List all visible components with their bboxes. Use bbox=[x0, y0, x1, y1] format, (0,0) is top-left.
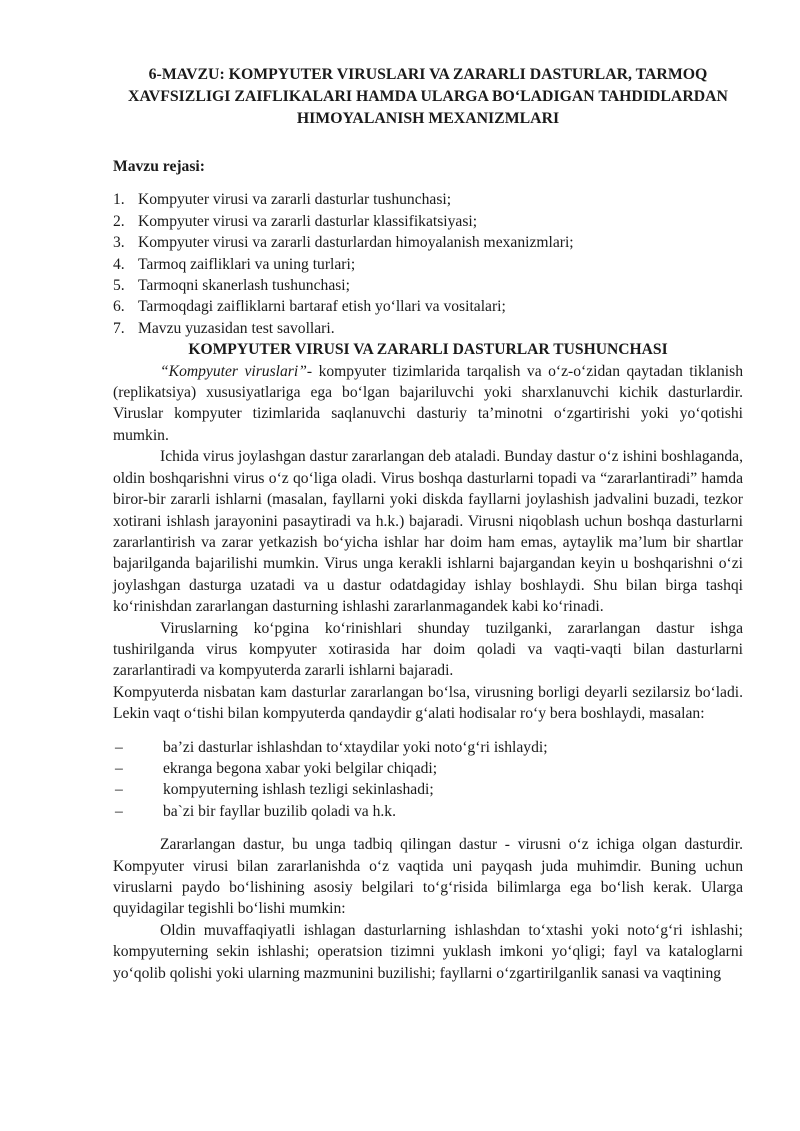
plan-item bbox=[113, 211, 743, 232]
plan-item bbox=[113, 296, 743, 317]
plan-item-number: 2. bbox=[113, 212, 125, 230]
title-line: XAVFSIZLIGI ZAIFLIKALARI HAMDA ULARGA BO‘LADIGAN TAHDIDLARDAN bbox=[128, 88, 728, 105]
plan-item-number: 6. bbox=[113, 298, 125, 316]
symptom-item bbox=[113, 737, 743, 758]
plan-item bbox=[113, 189, 743, 210]
plan-item-text: Tarmoqni skanerlash tushunchasi; bbox=[138, 277, 350, 295]
plan-list bbox=[113, 189, 743, 339]
defined-term: “Kompyuter viruslari” bbox=[160, 362, 307, 380]
dash-bullet-icon: – bbox=[115, 759, 123, 777]
section-heading: KOMPYUTER VIRUSI VA ZARARLI DASTURLAR TUSHUNCHASI bbox=[188, 341, 668, 359]
plan-item-number: 3. bbox=[113, 234, 125, 252]
symptom-item bbox=[113, 758, 743, 779]
plan-item-text: Tarmoqdagi zaifliklarni bartaraf etish yo‘llari va vositalari; bbox=[138, 298, 506, 316]
symptom-list bbox=[113, 737, 743, 823]
symptom-item bbox=[113, 801, 743, 822]
symptom-text: kompyuterning ishlash tezligi sekinlashadi; bbox=[163, 781, 434, 799]
plan-item-number: 1. bbox=[113, 191, 125, 209]
title-line: 6-MAVZU: KOMPYUTER VIRUSLARI VA ZARARLI DASTURLAR, TARMOQ bbox=[148, 66, 708, 83]
title-line: HIMOYALANISH MEXANIZMLARI bbox=[296, 110, 560, 127]
dash-bullet-icon: – bbox=[115, 802, 123, 820]
plan-item bbox=[113, 254, 743, 275]
dash-bullet-icon: – bbox=[115, 738, 123, 756]
plan-item-text: Kompyuter virusi va zararli dasturlar tushunchasi; bbox=[138, 191, 452, 209]
body-paragraph: Kompyuterda nisbatan kam dasturlar zararlangan bo‘lsa, virusning borligi deyarli sezilarsiz bo‘ladi. Lekin vaqt o‘tishi bilan kompyuterda qandaydir g‘alati hodisalar ro‘y bera boshlaydi, masalan: bbox=[113, 683, 743, 723]
body-paragraph: Oldin muvaffaqiyatli ishlagan dasturlarning ishlashdan to‘xtashi yoki noto‘g‘ri ishlashi; kompyuterning sekin ishlashi; operatsion tizimni yuklash imkoni yo‘qligi; fayl va kataloglarni yo‘qolib qolishi yoki ularning mazmunini buzilishi; fayllarni o‘zgartirilganlik sanasi va vaqtining bbox=[113, 921, 743, 982]
plan-item-text: Kompyuter virusi va zararli dasturlar klassifikatsiyasi; bbox=[138, 212, 478, 230]
body-paragraph: Viruslarning ko‘pgina ko‘rinishlari shunday tuzilganki, zararlangan dastur ishga tushirilganda virus kompyuter xotirasida har doim qoladi va vaqti-vaqti bilan dasturlarni zararlantiradi va kompyuterda zararli ishlarni bajaradi. bbox=[113, 619, 743, 680]
plan-item-text: Tarmoq zaifliklari va uning turlari; bbox=[138, 255, 356, 273]
definition-paragraph bbox=[113, 361, 743, 447]
plan-item-text: Mavzu yuzasidan test savollari. bbox=[138, 319, 335, 337]
body-paragraph: Ichida virus joylashgan dastur zararlangan deb ataladi. Bunday dastur o‘z ishini boshlaganda, oldin boshqarishni virus o‘z qo‘liga oladi. Virus boshqa dasturlarni topadi va “zararlantiradi” hamda biror-bir zararli ishlarni (masalan, fayllarni yoki diskda fayllarni joylashish jadvalini buzadi, tezkor xotirani ishlash jarayonini pasaytiradi va h.k.) bajaradi. Virusni niqoblash uchun boshqa dasturlarni zararlantirish va zarar yetkazish bo‘yicha ishlar har doim ham emas, aytaylik ma’lum bir shartlar bajarilganda bajarilishi mumkin. Virus unga kerakli ishlarni bajargandan keyin u boshqarishni o‘zi joylashgan dasturga uzatadi va u dastur odatdagiday ishlay boshlaydi. Shu bilan birga tashqi ko‘rinishdan zararlangan dasturning ishlashi zararlanmagandek kabi ko‘rinadi. bbox=[113, 448, 743, 616]
plan-item bbox=[113, 232, 743, 253]
symptom-text: ekranga begona xabar yoki belgilar chiqadi; bbox=[163, 759, 438, 777]
plan-heading: Mavzu rejasi: bbox=[113, 158, 205, 175]
plan-item-number: 4. bbox=[113, 255, 125, 273]
symptom-item bbox=[113, 779, 743, 800]
plan-item-number: 5. bbox=[113, 277, 125, 295]
document-title bbox=[113, 64, 743, 130]
body-paragraph: Zararlangan dastur, bu unga tadbiq qilingan dastur - virusni o‘z ichiga olgan dasturdir. Kompyuter virusi bilan zararlanishda o‘z vaqtida uni payqash juda muhimdir. Buning uchun viruslarni paydo bo‘lishining asosiy belgilari to‘g‘risida bilimlarga ega bo‘lish kerak. Ularga quyidagilar tegishli bo‘lishi mumkin: bbox=[113, 836, 743, 918]
dash-bullet-icon: – bbox=[115, 781, 123, 799]
symptom-text: ba`zi bir fayllar buzilib qoladi va h.k. bbox=[163, 802, 396, 820]
plan-item bbox=[113, 318, 743, 339]
definition-text: - kompyuter tizimlarida tarqalish va o‘z-o‘zidan qaytadan tiklanish (replikatsiya) xususiyatlariga ega bo‘lgan bajariluvchi yoki sharxlanuvchi kichik dasturlardir. Viruslar kompyuter tizimlarida saqlanuvchi dasturiy ta’minotni o‘zgartirishi yoki yo‘qotishi mumkin. bbox=[113, 362, 743, 444]
symptom-text: ba’zi dasturlar ishlashdan to‘xtaydilar yoki noto‘g‘ri ishlaydi; bbox=[163, 738, 548, 756]
plan-item-number: 7. bbox=[113, 319, 125, 337]
plan-item bbox=[113, 275, 743, 296]
plan-item-text: Kompyuter virusi va zararli dasturlardan himoyalanish mexanizmlari; bbox=[138, 234, 574, 252]
